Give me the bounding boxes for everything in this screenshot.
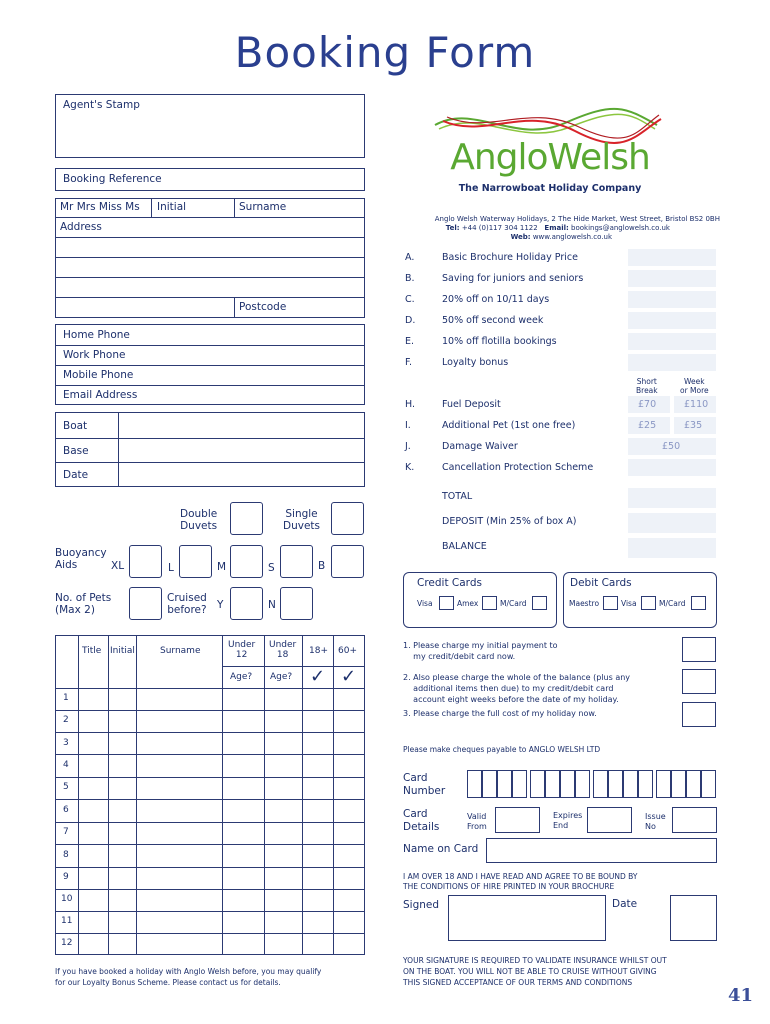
item-d-letter: D.: [405, 315, 416, 326]
col-under-12: Under 12: [228, 640, 256, 660]
damage-waiver-value: £50: [662, 441, 681, 452]
size-s-label: S: [268, 562, 275, 574]
col-title: Title: [82, 646, 102, 656]
home-phone-label[interactable]: Home Phone: [63, 329, 130, 341]
agents-stamp-label: Agent's Stamp: [63, 99, 140, 111]
debit-mcard-checkbox[interactable]: [691, 596, 706, 610]
check-60-icon: ✓: [341, 666, 357, 687]
item-c-letter: C.: [405, 294, 415, 305]
item-j-letter: J.: [405, 441, 411, 452]
row-number: 6: [63, 805, 69, 815]
debit-mcard-label: M/Card: [659, 599, 686, 608]
row-number: 5: [63, 782, 69, 792]
row-number: 11: [61, 916, 73, 926]
valid-from-label: Valid From: [467, 812, 487, 831]
col-60-plus: 60+: [338, 646, 357, 656]
work-phone-label[interactable]: Work Phone: [63, 349, 126, 361]
item-b-letter: B.: [405, 273, 415, 284]
item-k-letter: K.: [405, 462, 415, 473]
debit-maestro-label: Maestro: [569, 599, 600, 608]
company-address: Anglo Welsh Waterway Holidays, 2 The Hide Market, West Street, Bristol BS2 0BH: [434, 215, 720, 223]
cruised-yes-box[interactable]: [230, 587, 263, 620]
balance-box[interactable]: [628, 538, 716, 558]
mobile-phone-label[interactable]: Mobile Phone: [63, 369, 134, 381]
credit-visa-checkbox[interactable]: [439, 596, 454, 610]
item-b-text: Saving for juniors and seniors: [442, 273, 584, 284]
debit-maestro-checkbox[interactable]: [603, 596, 618, 610]
item-c-box[interactable]: [628, 291, 716, 308]
email-value: bookings@anglowelsh.co.uk: [571, 224, 670, 232]
credit-mcard-label: M/Card: [500, 599, 527, 608]
fuel-week-value: £110: [684, 399, 709, 410]
age-under-18-label: Age?: [270, 672, 293, 682]
payment-option-3: 3. Please charge the full cost of my holiday now.: [403, 709, 597, 718]
title-options[interactable]: Mr Mrs Miss Ms: [60, 201, 140, 213]
row-number: 4: [63, 760, 69, 770]
size-m-label: M: [217, 561, 227, 573]
item-h-text: Fuel Deposit: [442, 399, 501, 410]
logo-tagline: The Narrowboat Holiday Company: [458, 183, 642, 194]
company-contact: [390, 224, 670, 232]
date-sign-label: Date: [612, 898, 638, 910]
week-header: Week or More: [680, 377, 709, 395]
item-f-text: Loyalty bonus: [442, 357, 509, 368]
pets-box[interactable]: [129, 587, 162, 620]
item-c-text: 20% off on 10/11 days: [442, 294, 550, 305]
credit-amex-checkbox[interactable]: [482, 596, 497, 610]
check-18-icon: ✓: [310, 666, 326, 687]
buoyancy-aids-label: Buoyancy Aids: [55, 547, 107, 571]
card-number-boxes[interactable]: [467, 770, 719, 798]
item-j-text: Damage Waiver: [442, 441, 518, 452]
logo-text: AngloWelsh: [450, 137, 650, 178]
party-table: [55, 635, 365, 955]
base-label: Base: [63, 445, 89, 457]
card-number-label: Card Number: [403, 772, 446, 797]
cruised-before-label: Cruised before?: [167, 592, 207, 616]
row-number: 9: [63, 872, 69, 882]
credit-mcard-checkbox[interactable]: [532, 596, 547, 610]
tel-value: +44 (0)117 304 1122: [461, 224, 538, 232]
debit-cards-title: Debit Cards: [570, 577, 632, 589]
total-label: TOTAL: [442, 491, 473, 502]
loyalty-note: If you have booked a holiday with Anglo Welsh before, you may qualify for our Loyalty Bonus Scheme. Please contact us for details.: [55, 967, 322, 987]
size-s-box[interactable]: [280, 545, 313, 578]
initial-label: Initial: [157, 201, 187, 213]
deposit-label: DEPOSIT (Min 25% of box A): [442, 516, 577, 527]
page-title: Booking Form: [234, 28, 536, 77]
cancellation-box[interactable]: [628, 459, 716, 476]
row-number: 8: [63, 850, 69, 860]
item-a-box[interactable]: [628, 249, 716, 266]
pet-week-value: £35: [684, 420, 703, 431]
payment-option-3-box[interactable]: [682, 702, 716, 727]
row-number: 12: [61, 938, 73, 948]
date-field[interactable]: [670, 895, 717, 941]
size-xl-box[interactable]: [129, 545, 162, 578]
col-surname: Surname: [160, 646, 201, 656]
web-value: www.anglowelsh.co.uk: [532, 233, 612, 241]
payment-option-2: 2. Also please charge the whole of the balance (plus any additional items then due) to my credit/debit card account eight weeks before the date of my holiday.: [403, 673, 631, 704]
signed-label: Signed: [403, 899, 440, 911]
credit-cards-title: Credit Cards: [417, 577, 482, 589]
card-details-label: Card Details: [403, 808, 440, 833]
issue-no-field[interactable]: [672, 807, 717, 833]
declaration-text: I AM OVER 18 AND I HAVE READ AND AGREE TO BE BOUND BY THE CONDITIONS OF HIRE PRINTED IN YOUR BROCHURE: [403, 872, 638, 891]
size-xl-label: XL: [111, 560, 125, 572]
name-on-card-label: Name on Card: [403, 843, 479, 855]
col-18-plus: 18+: [309, 646, 328, 656]
name-address-block: [55, 198, 365, 318]
debit-visa-label: Visa: [621, 599, 637, 608]
payment-option-1: 1. Please charge my initial payment to my credit/debit card now.: [403, 641, 558, 661]
signature-field[interactable]: [448, 895, 606, 941]
col-initial: Initial: [110, 646, 135, 656]
item-f-box[interactable]: [628, 354, 716, 371]
boat-label: Boat: [63, 420, 88, 432]
email-address-label[interactable]: Email Address: [63, 389, 138, 401]
item-e-letter: E.: [405, 336, 415, 347]
deposit-box[interactable]: [628, 513, 716, 533]
item-b-box[interactable]: [628, 270, 716, 287]
tel-label: Tel:: [445, 224, 460, 232]
pets-label: No. of Pets (Max 2): [55, 592, 112, 616]
agents-stamp-box[interactable]: [55, 94, 365, 158]
item-d-text: 50% off second week: [442, 315, 544, 326]
booking-reference-label: Booking Reference: [63, 173, 162, 185]
item-k-text: Cancellation Protection Scheme: [442, 462, 594, 473]
short-break-header: Short Break: [636, 377, 658, 395]
row-number: 3: [63, 738, 69, 748]
age-under-12-label: Age?: [230, 672, 253, 682]
size-b-label: B: [318, 560, 326, 572]
pet-short-value: £25: [638, 420, 657, 431]
size-m-box[interactable]: [230, 545, 263, 578]
credit-cards-group: [403, 572, 557, 628]
postcode-label: Postcode: [239, 301, 287, 313]
item-i-letter: I.: [405, 420, 411, 431]
credit-amex-label: Amex: [457, 599, 479, 608]
item-e-box[interactable]: [628, 333, 716, 350]
col-under-18: Under 18: [269, 640, 297, 660]
debit-cards-group: [563, 572, 717, 628]
item-a-letter: A.: [405, 252, 415, 263]
web-label: Web:: [510, 233, 531, 241]
company-web: [390, 233, 612, 241]
single-duvets-label: Single Duvets: [283, 508, 321, 532]
debit-visa-checkbox[interactable]: [641, 596, 656, 610]
size-l-box[interactable]: [179, 545, 212, 578]
email-label: Email:: [544, 224, 569, 232]
item-f-letter: F.: [405, 357, 412, 368]
double-duvets-box[interactable]: [230, 502, 263, 535]
item-h-letter: H.: [405, 399, 415, 410]
item-e-text: 10% off flotilla bookings: [442, 336, 557, 347]
fuel-short-value: £70: [638, 399, 657, 410]
payment-option-2-box[interactable]: [682, 669, 716, 694]
signature-note: YOUR SIGNATURE IS REQUIRED TO VALIDATE INSURANCE WHILST OUT ON THE BOAT. YOU WILL NOT BE ABLE TO CRUISE WITHOUT GIVING THIS SIGNED ACCEPTANCE OF OUR TERMS AND CONDITIONS: [403, 956, 667, 987]
row-number: 7: [63, 827, 69, 837]
double-duvets-label: Double Duvets: [180, 508, 218, 532]
expires-end-field[interactable]: [587, 807, 632, 833]
size-l-label: L: [168, 562, 174, 574]
page-number: 41: [728, 985, 754, 1006]
cheques-note: Please make cheques payable to ANGLO WELSH LTD: [403, 745, 601, 754]
cruised-no-label: N: [268, 599, 276, 611]
row-number: 1: [63, 693, 69, 703]
total-box[interactable]: [628, 488, 716, 508]
item-d-box[interactable]: [628, 312, 716, 329]
single-duvets-box[interactable]: [331, 502, 364, 535]
issue-no-label: Issue No: [645, 812, 666, 831]
date-label: Date: [63, 469, 89, 481]
expires-end-label: Expires End: [553, 811, 583, 830]
name-on-card-field[interactable]: [486, 838, 717, 863]
boat-block: [55, 412, 365, 487]
contact-block: [55, 324, 365, 405]
cruised-yes-label: Y: [217, 599, 224, 611]
cruised-no-box[interactable]: [280, 587, 313, 620]
payment-option-1-box[interactable]: [682, 637, 716, 662]
item-a-text: Basic Brochure Holiday Price: [442, 252, 578, 263]
row-number: 10: [61, 894, 73, 904]
credit-visa-label: Visa: [417, 599, 433, 608]
surname-label: Surname: [239, 201, 287, 213]
address-label: Address: [60, 221, 102, 233]
row-number: 2: [63, 715, 69, 725]
item-i-text: Additional Pet (1st one free): [442, 420, 576, 431]
balance-label: BALANCE: [442, 541, 487, 552]
size-b-box[interactable]: [331, 545, 364, 578]
valid-from-field[interactable]: [495, 807, 540, 833]
booking-reference-field[interactable]: [55, 168, 365, 191]
